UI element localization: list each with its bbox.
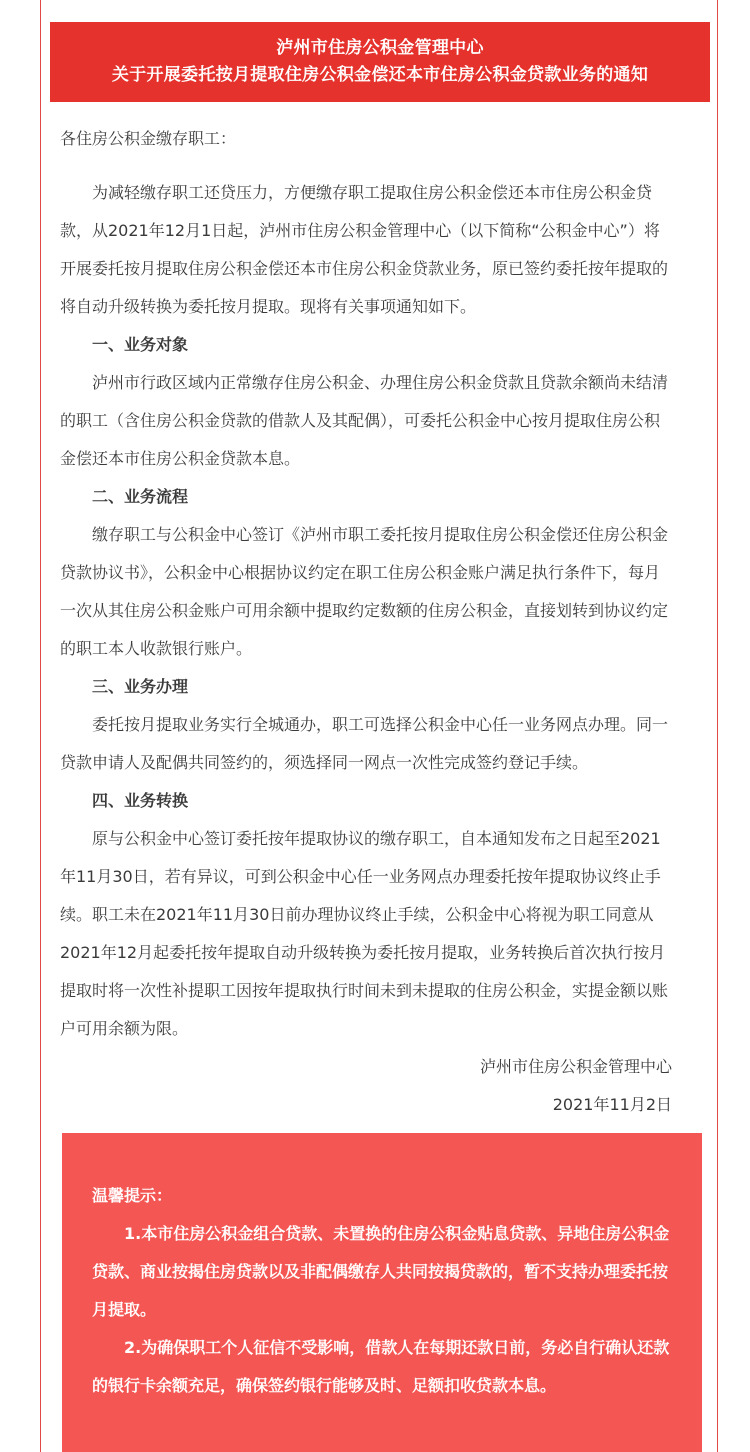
tip-item: 1.本市住房公积金组合贷款、未置换的住房公积金贴息贷款、异地住房公积金贷款、商业按揭住房贷款以及非配偶缴存人共同按揭贷款的，暂不支持办理委托按月提取。 [92, 1224, 670, 1319]
section-heading-handling: 三、业务办理 [92, 677, 189, 696]
warm-tips-box [62, 1133, 702, 1452]
section-body-conversion: 原与公积金中心签订委托按年提取协议的缴存职工，自本通知发布之日起至2021年11月30日，若有异议，可到公积金中心任一业务网点办理委托按年提取协议终止手续。职工未在2021年11月30日前办理协议终止手续，公积金中心将视为职工同意从2021年12月起委托按年提取自动升级转换为委托按月提取，业务转换后首次执行按月提取时将一次性补提职工因按年提取执行时间未到未提取的住房公积金，实提金额以账户可用余额为限。 [60, 829, 669, 1038]
notice-date: 2021年11月2日 [552, 1095, 672, 1114]
tips-title: 温馨提示： [92, 1186, 173, 1205]
signature: 泸州市住房公积金管理中心 [479, 1057, 672, 1076]
header-organization: 泸州市住房公积金管理中心 [276, 38, 484, 58]
section-body-handling: 委托按月提取业务实行全城通办，职工可选择公积金中心任一业务网点办理。同一贷款申请人及配偶共同签约的，须选择同一网点一次性完成签约登记手续。 [60, 715, 669, 772]
header-notice-title: 关于开展委托按月提取住房公积金偿还本市住房公积金贷款业务的通知 [111, 65, 649, 85]
salutation: 各住房公积金缴存职工： [60, 129, 237, 148]
tip-item: 2.为确保职工个人征信不受影响，借款人在每期还款日前，务必自行确认还款的银行卡余额充足，确保签约银行能够及时、足额扣收贷款本息。 [92, 1338, 670, 1395]
section-heading-targets: 一、业务对象 [92, 335, 189, 354]
notice-body [60, 120, 672, 1124]
section-body-targets: 泸州市行政区域内正常缴存住房公积金、办理住房公积金贷款且贷款余额尚未结清的职工（含住房公积金贷款的借款人及其配偶），可委托公积金中心按月提取住房公积金偿还本市住房公积金贷款本息。 [60, 373, 669, 468]
section-heading-conversion: 四、业务转换 [92, 791, 189, 810]
section-body-process: 缴存职工与公积金中心签订《泸州市职工委托按月提取住房公积金偿还住房公积金贷款协议书》，公积金中心根据协议约定在职工住房公积金账户满足执行条件下，每月一次从其住房公积金账户可用余额中提取约定数额的住房公积金，直接划转到协议约定的职工本人收款银行账户。 [60, 525, 669, 658]
intro-paragraph: 为减轻缴存职工还贷压力，方便缴存职工提取住房公积金偿还本市住房公积金贷款，从2021年12月1日起，泸州市住房公积金管理中心（以下简称“公积金中心”）将开展委托按月提取住房公积金偿还本市住房公积金贷款业务，原已签约委托按年提取的将自动升级转换为委托按月提取。现将有关事项通知如下。 [60, 183, 669, 316]
section-heading-process: 二、业务流程 [92, 487, 189, 506]
notice-header-banner [50, 22, 710, 102]
